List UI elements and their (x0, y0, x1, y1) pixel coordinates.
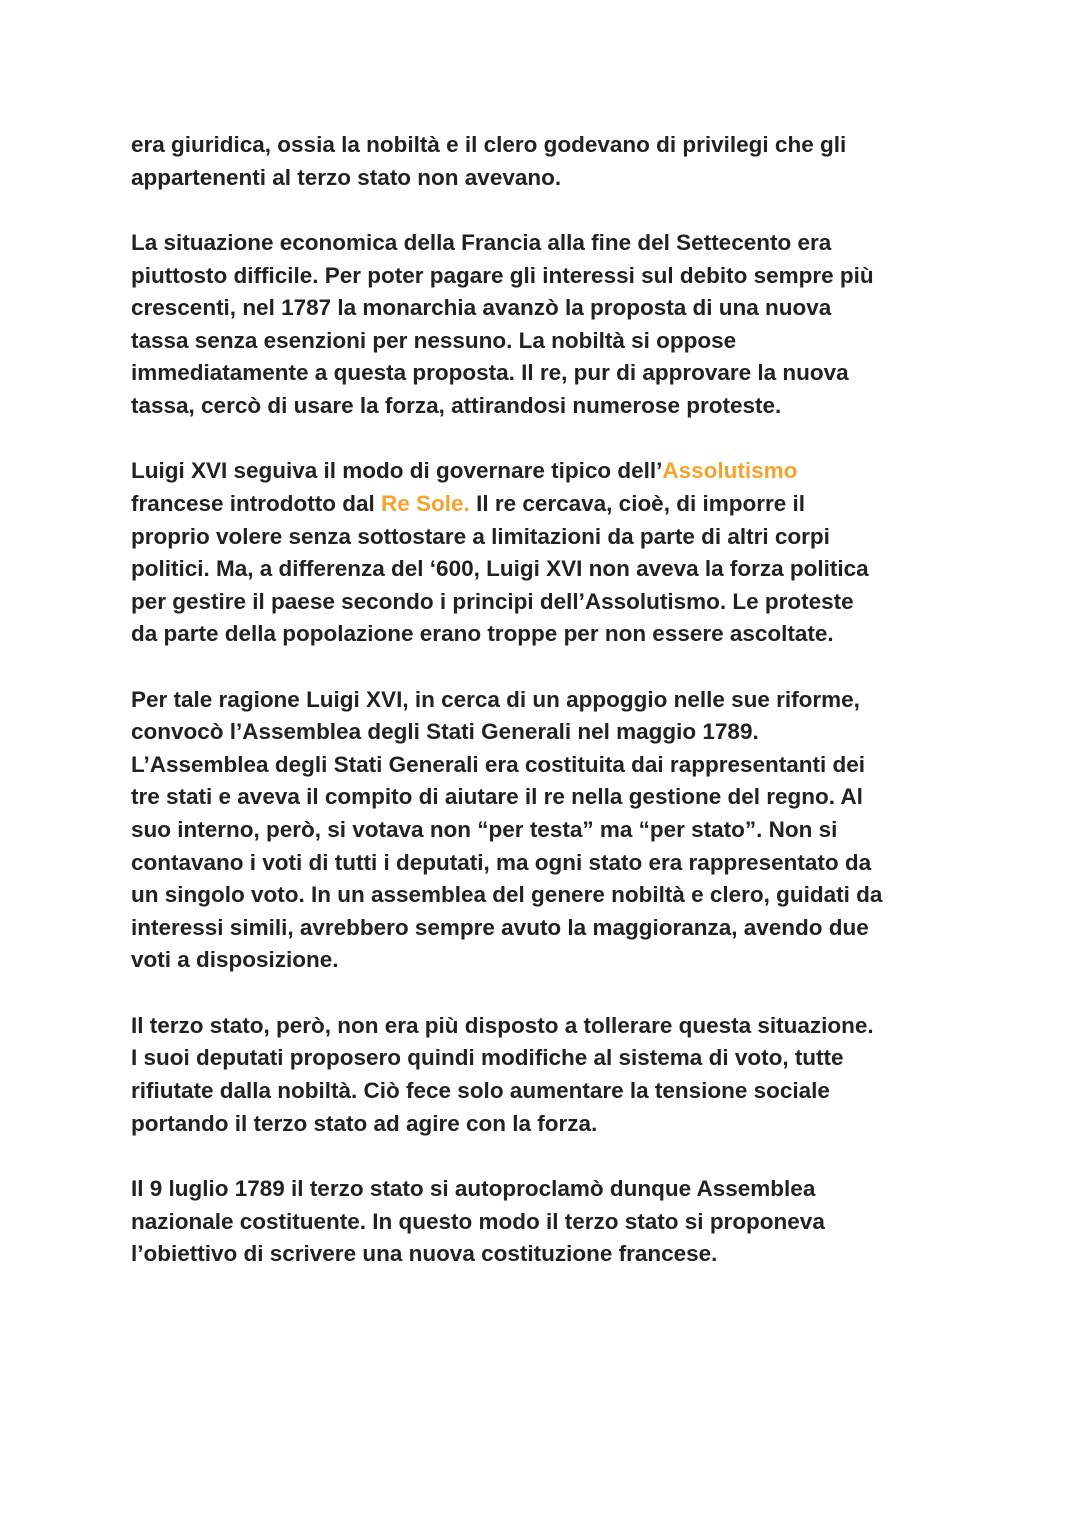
document-body (131, 129, 961, 1304)
text-line: era giuridica, ossia la nobiltà e il clero godevano di privilegi che gli (131, 132, 847, 157)
text-line: tassa senza esenzioni per nessuno. La nobiltà si oppose (131, 327, 737, 353)
text-line: proprio volere senza sottostare a limitazioni da parte di altri corpi (131, 523, 830, 549)
text-line: tre stati e aveva il compito di aiutare il re nella gestione del regno. Al (131, 784, 863, 810)
text-line: l’obiettivo di scrivere una nuova costituzione francese. (131, 1241, 718, 1267)
text-line: contavano i voti di tutti i deputati, ma ogni stato era rappresentato da (131, 849, 872, 875)
text-line (131, 455, 961, 488)
text-line: un singolo voto. In un assemblea del genere nobiltà e clero, guidati da (131, 882, 883, 908)
text-line: La situazione economica della Francia alla fine del Settecento era (131, 229, 832, 255)
text-line: politici. Ma, a differenza del ‘600, Luigi XVI non aveva la forza politica (131, 556, 869, 582)
text-line: crescenti, nel 1787 la monarchia avanzò la proposta di una nuova (131, 295, 832, 321)
text-line: convocò l’Assemblea degli Stati Generali nel maggio 1789. (131, 719, 759, 745)
text-line: I suoi deputati proposero quindi modifiche al sistema di voto, tutte (131, 1045, 844, 1071)
text-line: da parte della popolazione erano troppe per non essere ascoltate. (131, 621, 834, 647)
link-assolutismo[interactable]: Assolutismo (662, 458, 798, 484)
text-line: Il 9 luglio 1789 il terzo stato si autoproclamò dunque Assemblea (131, 1176, 816, 1202)
paragraph-national-assembly (131, 1173, 961, 1271)
text-line (131, 488, 961, 521)
paragraph-estates-general (131, 684, 961, 977)
text-segment: Il re cercava, cioè, di imporre il (469, 490, 805, 516)
text-segment: francese introdotto dal (131, 490, 382, 516)
text-line: piuttosto difficile. Per poter pagare gli interessi sul debito sempre più (131, 262, 874, 288)
text-line: rifiutate dalla nobiltà. Ciò fece solo aumentare la tensione sociale (131, 1078, 830, 1104)
text-line: suo interno, però, si votava non “per testa” ma “per stato”. Non si (131, 817, 838, 843)
text-line: appartenenti al terzo stato non avevano. (131, 164, 562, 190)
text-line: voti a disposizione. (131, 947, 339, 973)
text-line: L’Assemblea degli Stati Generali era costituita dai rappresentanti dei (131, 751, 865, 777)
text-line: per gestire il paese secondo i principi dell’Assolutismo. Le proteste (131, 588, 854, 614)
paragraph-third-estate (131, 1010, 961, 1140)
text-line: Il terzo stato, però, non era più disposto a tollerare questa situazione. (131, 1012, 874, 1038)
text-line: nazionale costituente. In questo modo il terzo stato si proponeva (131, 1208, 825, 1234)
paragraph-legal-inequality (131, 129, 961, 194)
text-segment: Luigi XVI seguiva il modo di governare tipico dell’ (131, 458, 663, 484)
paragraph-economic-situation (131, 227, 961, 423)
link-re-sole[interactable]: Re Sole. (381, 490, 470, 516)
text-line: Per tale ragione Luigi XVI, in cerca di un appoggio nelle sue riforme, (131, 686, 860, 712)
text-line: portando il terzo stato ad agire con la forza. (131, 1110, 598, 1136)
paragraph-absolutism (131, 455, 961, 651)
text-line: immediatamente a questa proposta. Il re, pur di approvare la nuova (131, 360, 849, 386)
text-line: tassa, cercò di usare la forza, attirandosi numerose proteste. (131, 392, 782, 418)
text-line: interessi simili, avrebbero sempre avuto la maggioranza, avendo due (131, 914, 869, 940)
